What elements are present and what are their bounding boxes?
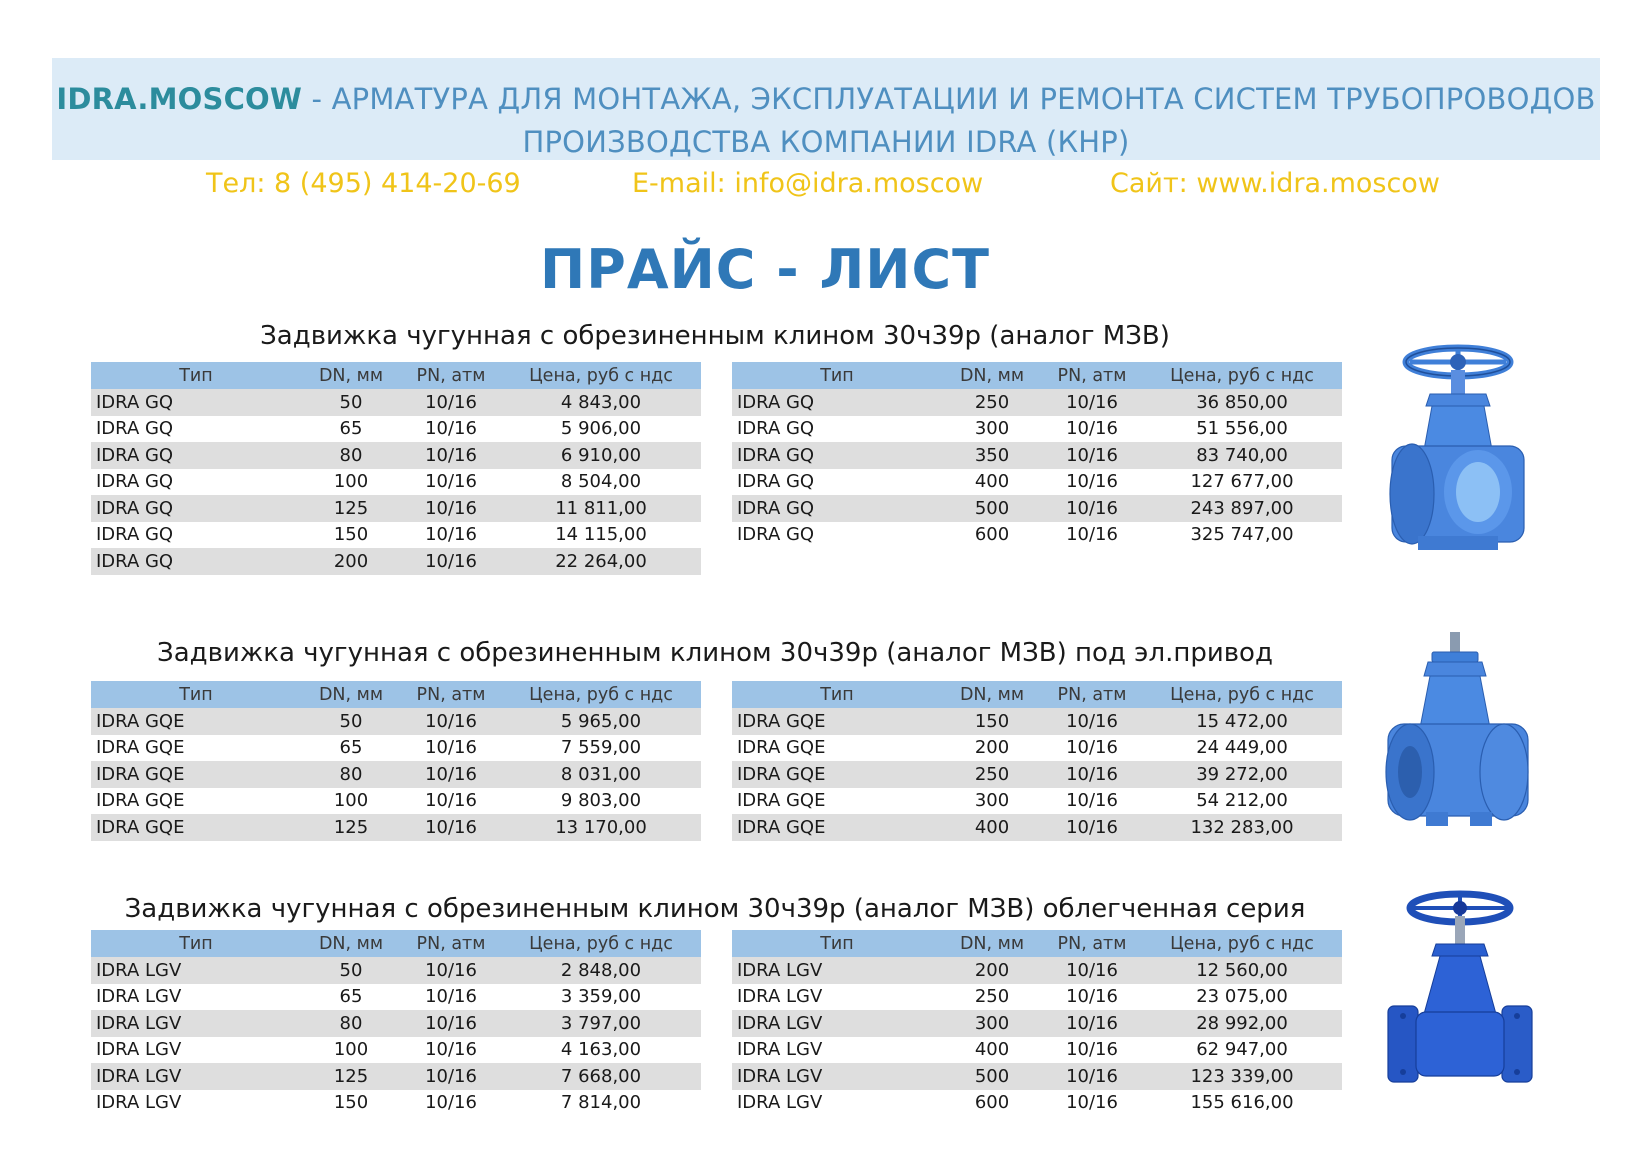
column-header-pn: PN, атм [1042,930,1142,957]
table-row [732,708,1342,735]
table-header-row [91,362,701,389]
column-header-type: Тип [91,362,301,389]
cell-pn: 10/16 [1042,1010,1142,1037]
phone-contact: Тел: 8 (495) 414-20-69 [206,168,521,199]
cell-dn: 150 [301,1090,401,1117]
cell-pn: 10/16 [1042,1063,1142,1090]
column-header-price: Цена, руб с ндс [501,681,701,708]
section-title-lgv: Задвижка чугунная с обрезиненным клином 30ч39р (аналог МЗВ) облегченная серия [124,894,1306,924]
header-line-2: ПРОИЗВОДСТВА КОМПАНИИ IDRA (КНР) [522,125,1130,159]
cell-type: IDRA GQ [91,548,301,575]
cell-pn: 10/16 [401,957,501,984]
cell-type: IDRA GQE [91,761,301,788]
cell-price: 325 747,00 [1142,522,1342,549]
cell-pn: 10/16 [401,442,501,469]
price-table-gq-right [732,362,1342,548]
cell-dn: 50 [301,708,401,735]
cell-pn: 10/16 [401,1090,501,1117]
header-line-1-text: - АРМАТУРА ДЛЯ МОНТАЖА, ЭКСПЛУАТАЦИИ И РЕМОНТА СИСТЕМ ТРУБОПРОВОДОВ [302,82,1596,116]
cell-dn: 250 [942,389,1042,416]
table-row [91,495,701,522]
table-row [91,522,701,549]
cell-type: IDRA GQ [91,522,301,549]
cell-type: IDRA LGV [91,984,301,1011]
cell-type: IDRA GQ [732,495,942,522]
cell-price: 7 559,00 [501,735,701,762]
cell-dn: 80 [301,761,401,788]
column-header-dn: DN, мм [301,930,401,957]
table-row [732,1010,1342,1037]
table-header-row [732,681,1342,708]
cell-dn: 300 [942,788,1042,815]
site-contact: Сайт: www.idra.moscow [1110,168,1440,199]
table-row [91,389,701,416]
cell-price: 7 668,00 [501,1063,701,1090]
table-row [91,957,701,984]
cell-dn: 500 [942,495,1042,522]
cell-price: 11 811,00 [501,495,701,522]
cell-type: IDRA GQE [91,708,301,735]
table-header-row [732,930,1342,957]
cell-dn: 350 [942,442,1042,469]
cell-pn: 10/16 [1042,1090,1142,1117]
cell-type: IDRA GQ [732,389,942,416]
column-header-dn: DN, мм [301,681,401,708]
table-row [732,416,1342,443]
page-title: ПРАЙС - ЛИСТ [540,238,990,301]
cell-price: 54 212,00 [1142,788,1342,815]
cell-pn: 10/16 [401,416,501,443]
table-header-row [91,681,701,708]
cell-type: IDRA GQE [91,788,301,815]
table-row [732,788,1342,815]
cell-type: IDRA GQ [91,389,301,416]
cell-dn: 125 [301,814,401,841]
cell-price: 28 992,00 [1142,1010,1342,1037]
cell-type: IDRA GQ [91,469,301,496]
cell-dn: 65 [301,984,401,1011]
cell-price: 8 031,00 [501,761,701,788]
section-title-gqe: Задвижка чугунная с обрезиненным клином 30ч39р (аналог МЗВ) под эл.привод [157,638,1273,668]
header-banner [52,58,1600,160]
cell-type: IDRA GQE [91,735,301,762]
column-header-type: Тип [732,930,942,957]
brand-name: IDRA.MOSCOW [56,82,303,116]
cell-type: IDRA LGV [91,1063,301,1090]
table-row [732,1063,1342,1090]
cell-type: IDRA LGV [91,1090,301,1117]
table-row [91,708,701,735]
cell-type: IDRA LGV [91,957,301,984]
cell-price: 3 359,00 [501,984,701,1011]
column-header-price: Цена, руб с ндс [501,362,701,389]
column-header-pn: PN, атм [1042,362,1142,389]
cell-pn: 10/16 [1042,442,1142,469]
cell-type: IDRA GQ [732,442,942,469]
cell-price: 123 339,00 [1142,1063,1342,1090]
price-table-gqe-left [91,681,701,841]
cell-price: 14 115,00 [501,522,701,549]
table-row [732,469,1342,496]
cell-price: 7 814,00 [501,1090,701,1117]
column-header-price: Цена, руб с ндс [1142,681,1342,708]
cell-dn: 100 [301,788,401,815]
price-table-gq-left [91,362,701,575]
cell-price: 13 170,00 [501,814,701,841]
column-header-pn: PN, атм [1042,681,1142,708]
cell-price: 22 264,00 [501,548,701,575]
cell-pn: 10/16 [401,548,501,575]
cell-dn: 250 [942,984,1042,1011]
table-row [91,1037,701,1064]
table-row [732,957,1342,984]
cell-pn: 10/16 [401,1063,501,1090]
cell-dn: 500 [942,1063,1042,1090]
table-row [91,788,701,815]
column-header-dn: DN, мм [301,362,401,389]
column-header-type: Тип [732,362,942,389]
price-table-lgv-right [732,930,1342,1116]
column-header-price: Цена, руб с ндс [1142,930,1342,957]
contacts-bar [0,168,1652,208]
table-row [732,495,1342,522]
cell-dn: 100 [301,1037,401,1064]
cell-type: IDRA GQ [732,416,942,443]
cell-pn: 10/16 [401,522,501,549]
table-header-row [732,362,1342,389]
cell-dn: 400 [942,1037,1042,1064]
table-header-row [91,930,701,957]
cell-dn: 200 [301,548,401,575]
cell-dn: 200 [942,957,1042,984]
cell-dn: 150 [301,522,401,549]
cell-pn: 10/16 [1042,814,1142,841]
cell-type: IDRA LGV [732,984,942,1011]
table-row [91,442,701,469]
cell-dn: 200 [942,735,1042,762]
cell-pn: 10/16 [1042,761,1142,788]
table-row [732,522,1342,549]
cell-dn: 50 [301,957,401,984]
column-header-dn: DN, мм [942,681,1042,708]
cell-price: 2 848,00 [501,957,701,984]
cell-price: 15 472,00 [1142,708,1342,735]
cell-price: 5 965,00 [501,708,701,735]
cell-type: IDRA GQE [732,761,942,788]
cell-type: IDRA GQE [732,735,942,762]
cell-type: IDRA GQE [732,708,942,735]
cell-pn: 10/16 [401,1010,501,1037]
cell-type: IDRA LGV [91,1010,301,1037]
cell-price: 9 803,00 [501,788,701,815]
cell-type: IDRA GQ [732,522,942,549]
cell-price: 8 504,00 [501,469,701,496]
column-header-dn: DN, мм [942,362,1042,389]
cell-price: 39 272,00 [1142,761,1342,788]
cell-pn: 10/16 [1042,984,1142,1011]
gate-valve-handwheel-image [1378,340,1538,565]
cell-pn: 10/16 [401,814,501,841]
cell-price: 3 797,00 [501,1010,701,1037]
table-row [732,1090,1342,1117]
cell-price: 4 843,00 [501,389,701,416]
cell-price: 243 897,00 [1142,495,1342,522]
price-table-gqe-right [732,681,1342,841]
cell-dn: 50 [301,389,401,416]
table-row [732,442,1342,469]
cell-pn: 10/16 [1042,469,1142,496]
cell-dn: 65 [301,735,401,762]
column-header-pn: PN, атм [401,681,501,708]
cell-price: 132 283,00 [1142,814,1342,841]
cell-type: IDRA GQE [732,788,942,815]
cell-type: IDRA GQ [91,495,301,522]
cell-type: IDRA LGV [91,1037,301,1064]
cell-pn: 10/16 [1042,389,1142,416]
column-header-type: Тип [732,681,942,708]
cell-pn: 10/16 [1042,416,1142,443]
cell-pn: 10/16 [401,495,501,522]
cell-dn: 150 [942,708,1042,735]
table-row [91,548,701,575]
cell-type: IDRA GQE [91,814,301,841]
cell-dn: 125 [301,495,401,522]
cell-pn: 10/16 [1042,735,1142,762]
cell-dn: 400 [942,814,1042,841]
cell-pn: 10/16 [401,984,501,1011]
table-row [732,814,1342,841]
cell-dn: 65 [301,416,401,443]
gate-valve-electric-drive-image [1378,632,1538,832]
cell-pn: 10/16 [1042,522,1142,549]
table-row [91,469,701,496]
cell-dn: 300 [942,416,1042,443]
cell-dn: 600 [942,522,1042,549]
cell-price: 6 910,00 [501,442,701,469]
cell-price: 51 556,00 [1142,416,1342,443]
table-row [91,735,701,762]
cell-type: IDRA GQ [91,442,301,469]
cell-dn: 100 [301,469,401,496]
column-header-pn: PN, атм [401,930,501,957]
cell-pn: 10/16 [1042,495,1142,522]
cell-type: IDRA LGV [732,1063,942,1090]
cell-pn: 10/16 [1042,1037,1142,1064]
cell-price: 5 906,00 [501,416,701,443]
table-row [732,389,1342,416]
cell-type: IDRA LGV [732,1037,942,1064]
table-row [91,814,701,841]
cell-dn: 600 [942,1090,1042,1117]
cell-price: 4 163,00 [501,1037,701,1064]
gate-valve-light-series-image [1380,888,1540,1098]
cell-price: 83 740,00 [1142,442,1342,469]
table-row [91,761,701,788]
cell-dn: 80 [301,1010,401,1037]
cell-dn: 80 [301,442,401,469]
column-header-price: Цена, руб с ндс [501,930,701,957]
table-row [91,1010,701,1037]
cell-pn: 10/16 [401,389,501,416]
cell-type: IDRA LGV [732,1090,942,1117]
cell-price: 36 850,00 [1142,389,1342,416]
cell-price: 155 616,00 [1142,1090,1342,1117]
column-header-price: Цена, руб с ндс [1142,362,1342,389]
email-contact: E-mail: info@idra.moscow [632,168,984,199]
cell-pn: 10/16 [401,1037,501,1064]
column-header-type: Тип [91,930,301,957]
cell-type: IDRA GQ [732,469,942,496]
cell-dn: 300 [942,1010,1042,1037]
cell-price: 23 075,00 [1142,984,1342,1011]
cell-pn: 10/16 [1042,708,1142,735]
cell-pn: 10/16 [1042,957,1142,984]
cell-type: IDRA LGV [732,957,942,984]
cell-type: IDRA LGV [732,1010,942,1037]
cell-dn: 400 [942,469,1042,496]
table-row [91,984,701,1011]
cell-pn: 10/16 [401,761,501,788]
cell-pn: 10/16 [401,708,501,735]
cell-price: 62 947,00 [1142,1037,1342,1064]
cell-pn: 10/16 [401,788,501,815]
table-row [91,1090,701,1117]
section-title-gq: Задвижка чугунная с обрезиненным клином 30ч39р (аналог МЗВ) [260,321,1170,351]
cell-dn: 125 [301,1063,401,1090]
cell-pn: 10/16 [1042,788,1142,815]
cell-price: 12 560,00 [1142,957,1342,984]
cell-price: 24 449,00 [1142,735,1342,762]
table-row [732,761,1342,788]
table-row [732,735,1342,762]
cell-price: 127 677,00 [1142,469,1342,496]
table-row [91,416,701,443]
table-row [91,1063,701,1090]
column-header-pn: PN, атм [401,362,501,389]
price-table-lgv-left [91,930,701,1116]
table-row [732,1037,1342,1064]
column-header-dn: DN, мм [942,930,1042,957]
cell-type: IDRA GQ [91,416,301,443]
cell-pn: 10/16 [401,735,501,762]
column-header-type: Тип [91,681,301,708]
header-line-1 [52,78,1600,121]
cell-dn: 250 [942,761,1042,788]
cell-pn: 10/16 [401,469,501,496]
cell-type: IDRA GQE [732,814,942,841]
table-row [732,984,1342,1011]
